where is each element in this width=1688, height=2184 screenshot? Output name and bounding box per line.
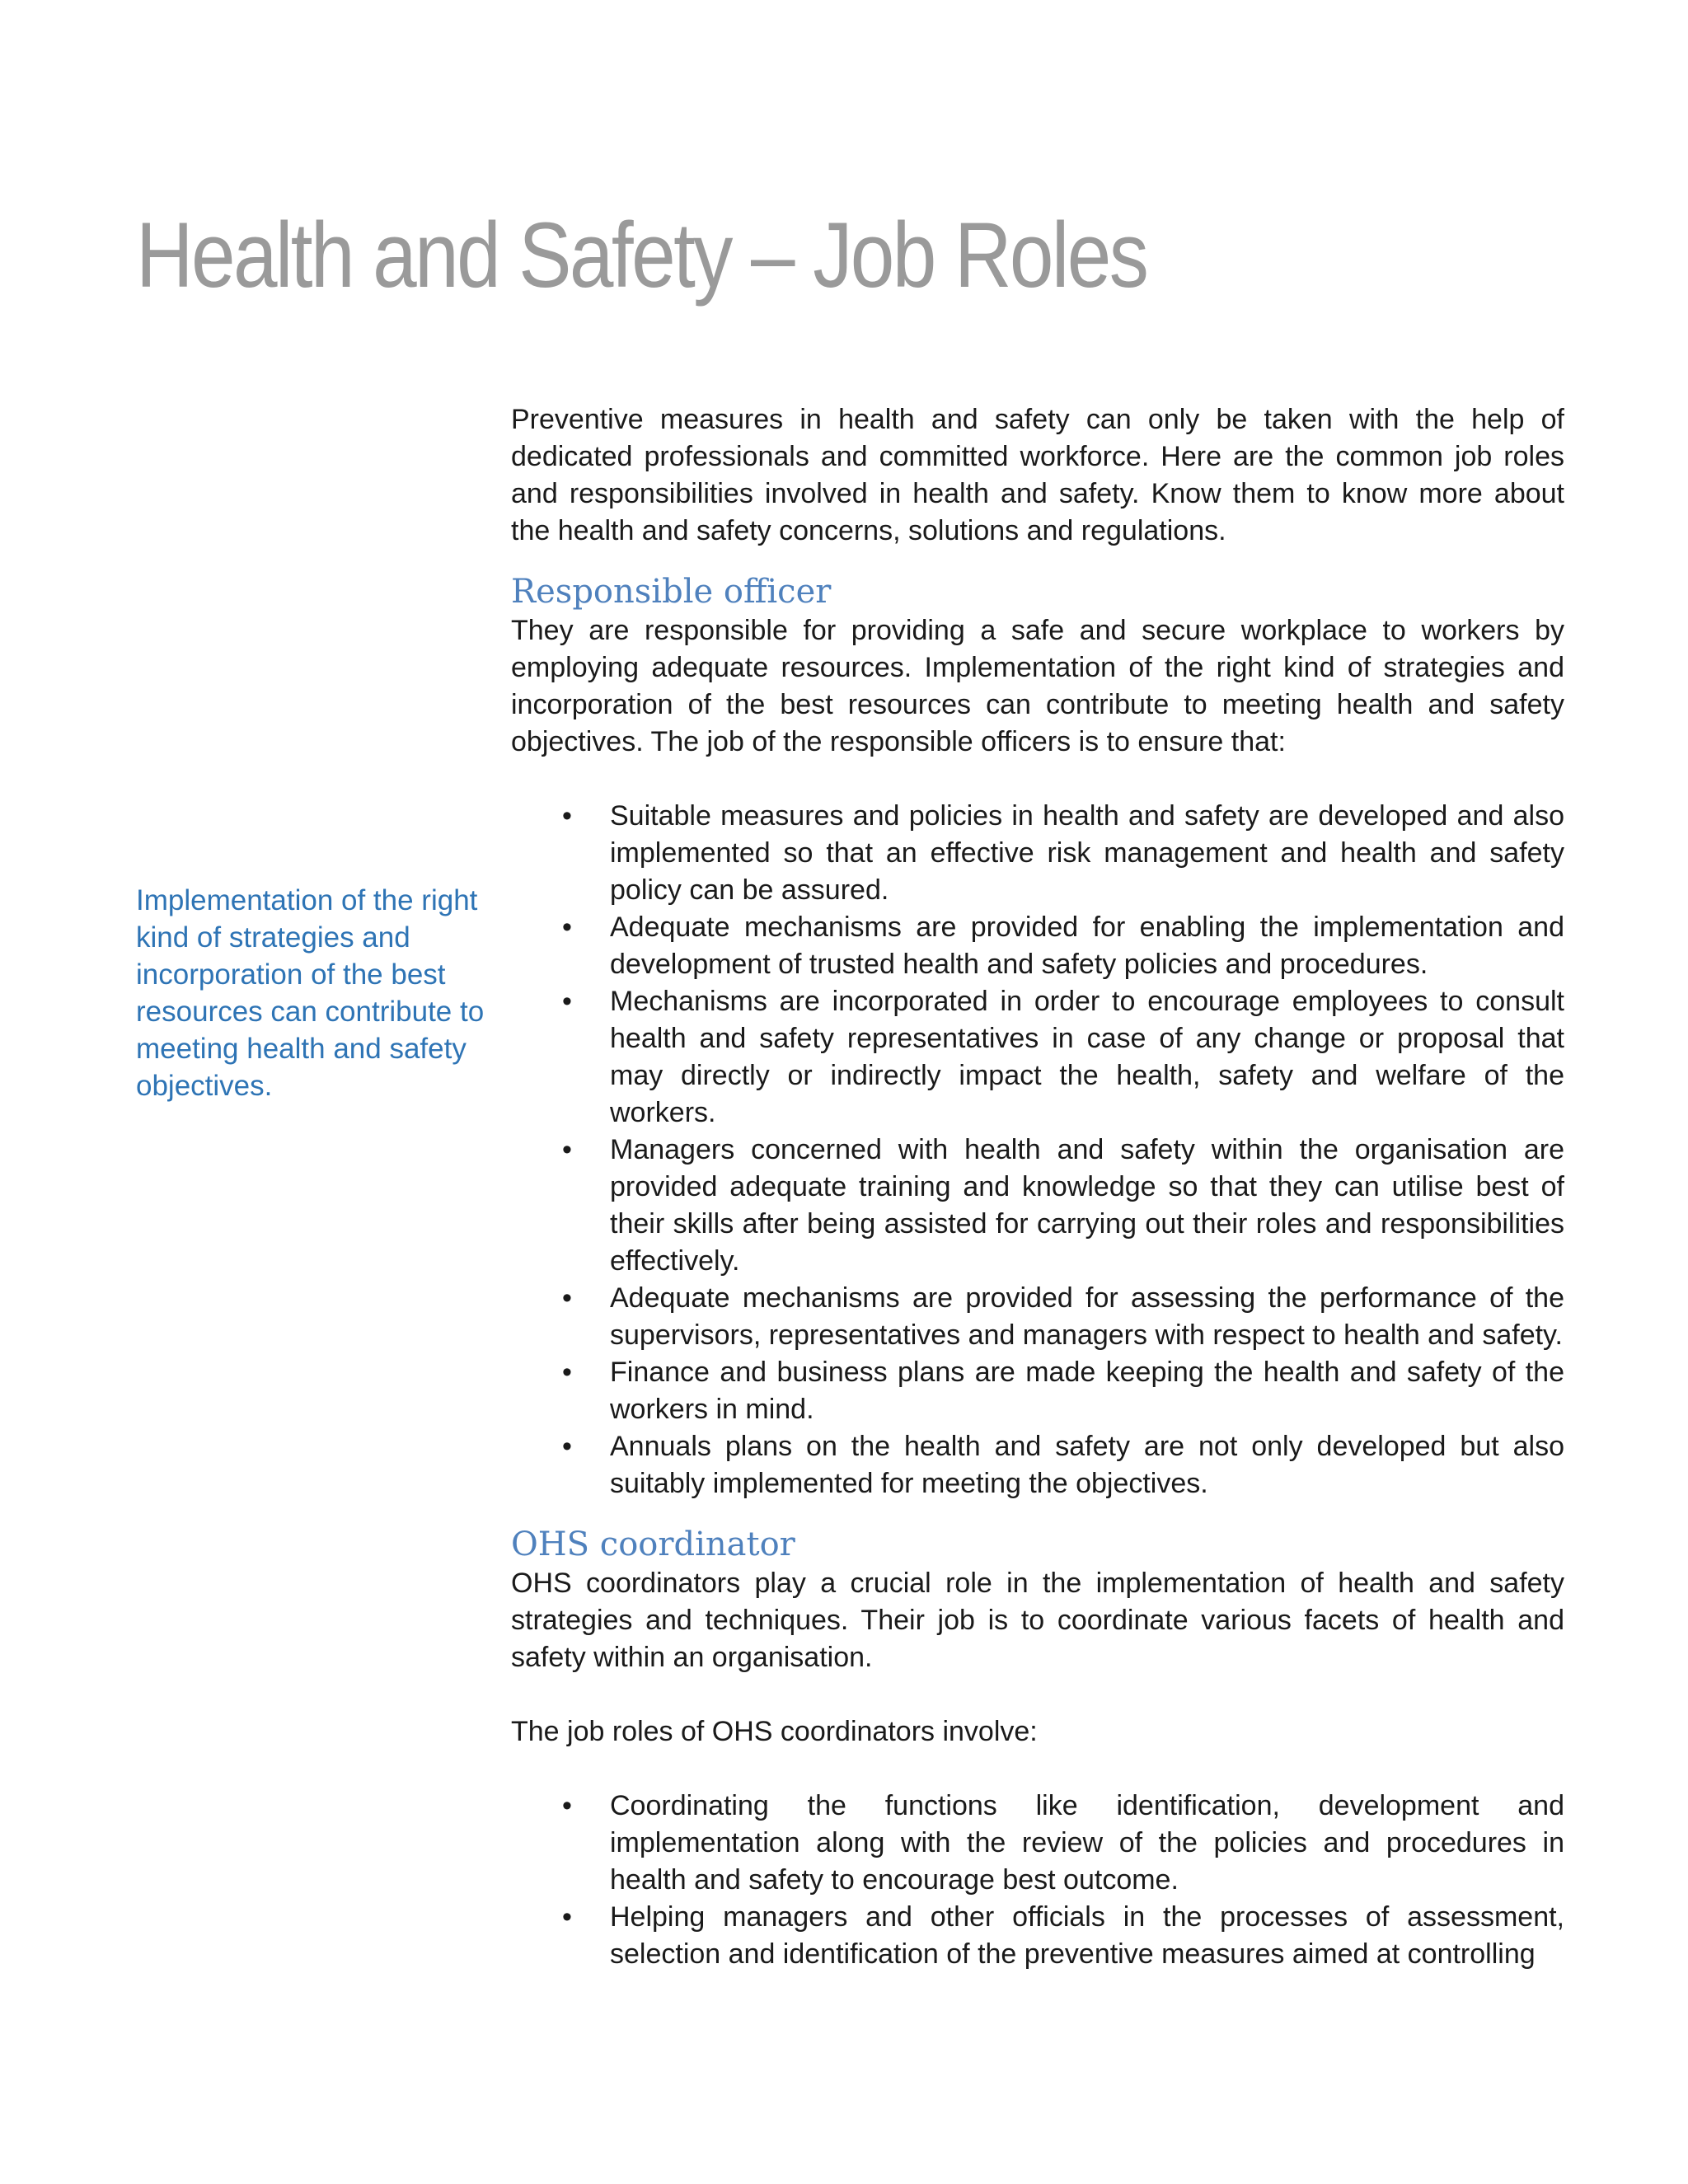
bullet-icon: • (562, 1134, 572, 1165)
list-item-text: Finance and business plans are made keeping the health and safety of the workers in mind. (610, 1357, 1564, 1425)
list-item-text: Helping managers and other officials in the processes of assessment, selection and identification of the preventive measures aimed at controlling (610, 1901, 1564, 1970)
bullet-icon: • (562, 912, 572, 943)
spacer (511, 761, 1564, 798)
list-item (511, 1428, 1564, 1502)
list-item-text: Managers concerned with health and safety within the organisation are provided adequate training and knowledge so that they can utilise best of their skills after being assisted for carrying out their roles and responsibilities effectively. (610, 1134, 1564, 1277)
bullet-icon: • (562, 1431, 572, 1462)
bullet-icon: • (562, 986, 572, 1017)
spacer (511, 1676, 1564, 1713)
bullet-icon: • (562, 1282, 572, 1314)
list-item-text: Annuals plans on the health and safety are not only developed but also suitably implemented for meeting the objectives. (610, 1431, 1564, 1499)
list-item-text: Suitable measures and policies in health and safety are developed and also implemented so that an effective risk management and health and safety policy can be assured. (610, 800, 1564, 906)
ohs-coordinator-lead-in: The job roles of OHS coordinators involve: (511, 1716, 1038, 1747)
section-heading-ohs-coordinator: OHS coordinator (511, 1526, 795, 1563)
list-item (511, 1788, 1564, 1899)
list-item-text: Mechanisms are incorporated in order to encourage employees to consult health and safety representatives in case of any change or proposal that may directly or indirectly impact the health, safety and welfare of the workers. (610, 986, 1564, 1128)
section-responsible-officer (511, 571, 1564, 1502)
section-ohs-coordinator (511, 1524, 1564, 1973)
list-item-text: Adequate mechanisms are provided for assessing the performance of the supervisors, representatives and managers with respect to health and safety. (610, 1282, 1564, 1351)
list-item (511, 1280, 1564, 1354)
bullet-icon: • (562, 1357, 572, 1388)
responsible-officer-body: They are responsible for providing a safe and secure workplace to workers by employing adequate resources. Implementation of the right kind of strategies and incorporation of the best resources can contribute to meeting health and safety objectives. The job of the responsible officers is to ensure that: (511, 615, 1564, 757)
bullet-icon: • (562, 1901, 572, 1933)
intro-paragraph: Preventive measures in health and safety can only be taken with the help of dedicated professionals and committed workforce. Here are the common job roles and responsibilities involved in health and safety. Know them to know more about the health and safety concerns, solutions and regulations. (511, 404, 1564, 546)
page-title: Health and Safety – Job Roles (136, 204, 1147, 307)
spacer (511, 1750, 1564, 1788)
list-item-text: Coordinating the functions like identification, development and implementation along with the review of the policies and procedures in health and safety to encourage best outcome. (610, 1790, 1564, 1896)
pull-quote: Implementation of the right kind of strategies and incorporation of the best resources can contribute to meeting health and safety objectives. (136, 884, 485, 1102)
responsible-officer-bullets (511, 798, 1564, 1502)
list-item (511, 983, 1564, 1132)
list-item (511, 1132, 1564, 1280)
spacer (511, 550, 1564, 571)
list-item (511, 1899, 1564, 1973)
ohs-coordinator-body: OHS coordinators play a crucial role in the implementation of health and safety strategies and techniques. Their job is to coordinate various facets of health and safety within an organisation. (511, 1568, 1564, 1673)
list-item (511, 1354, 1564, 1428)
main-column (511, 401, 1564, 1973)
list-item-text: Adequate mechanisms are provided for enabling the implementation and development of trusted health and safety policies and procedures. (610, 912, 1564, 980)
list-item (511, 909, 1564, 983)
bullet-icon: • (562, 1790, 572, 1821)
list-item (511, 798, 1564, 909)
section-heading-responsible-officer: Responsible officer (511, 573, 832, 611)
bullet-icon: • (562, 800, 572, 832)
spacer (511, 1502, 1564, 1524)
ohs-coordinator-bullets (511, 1788, 1564, 1973)
